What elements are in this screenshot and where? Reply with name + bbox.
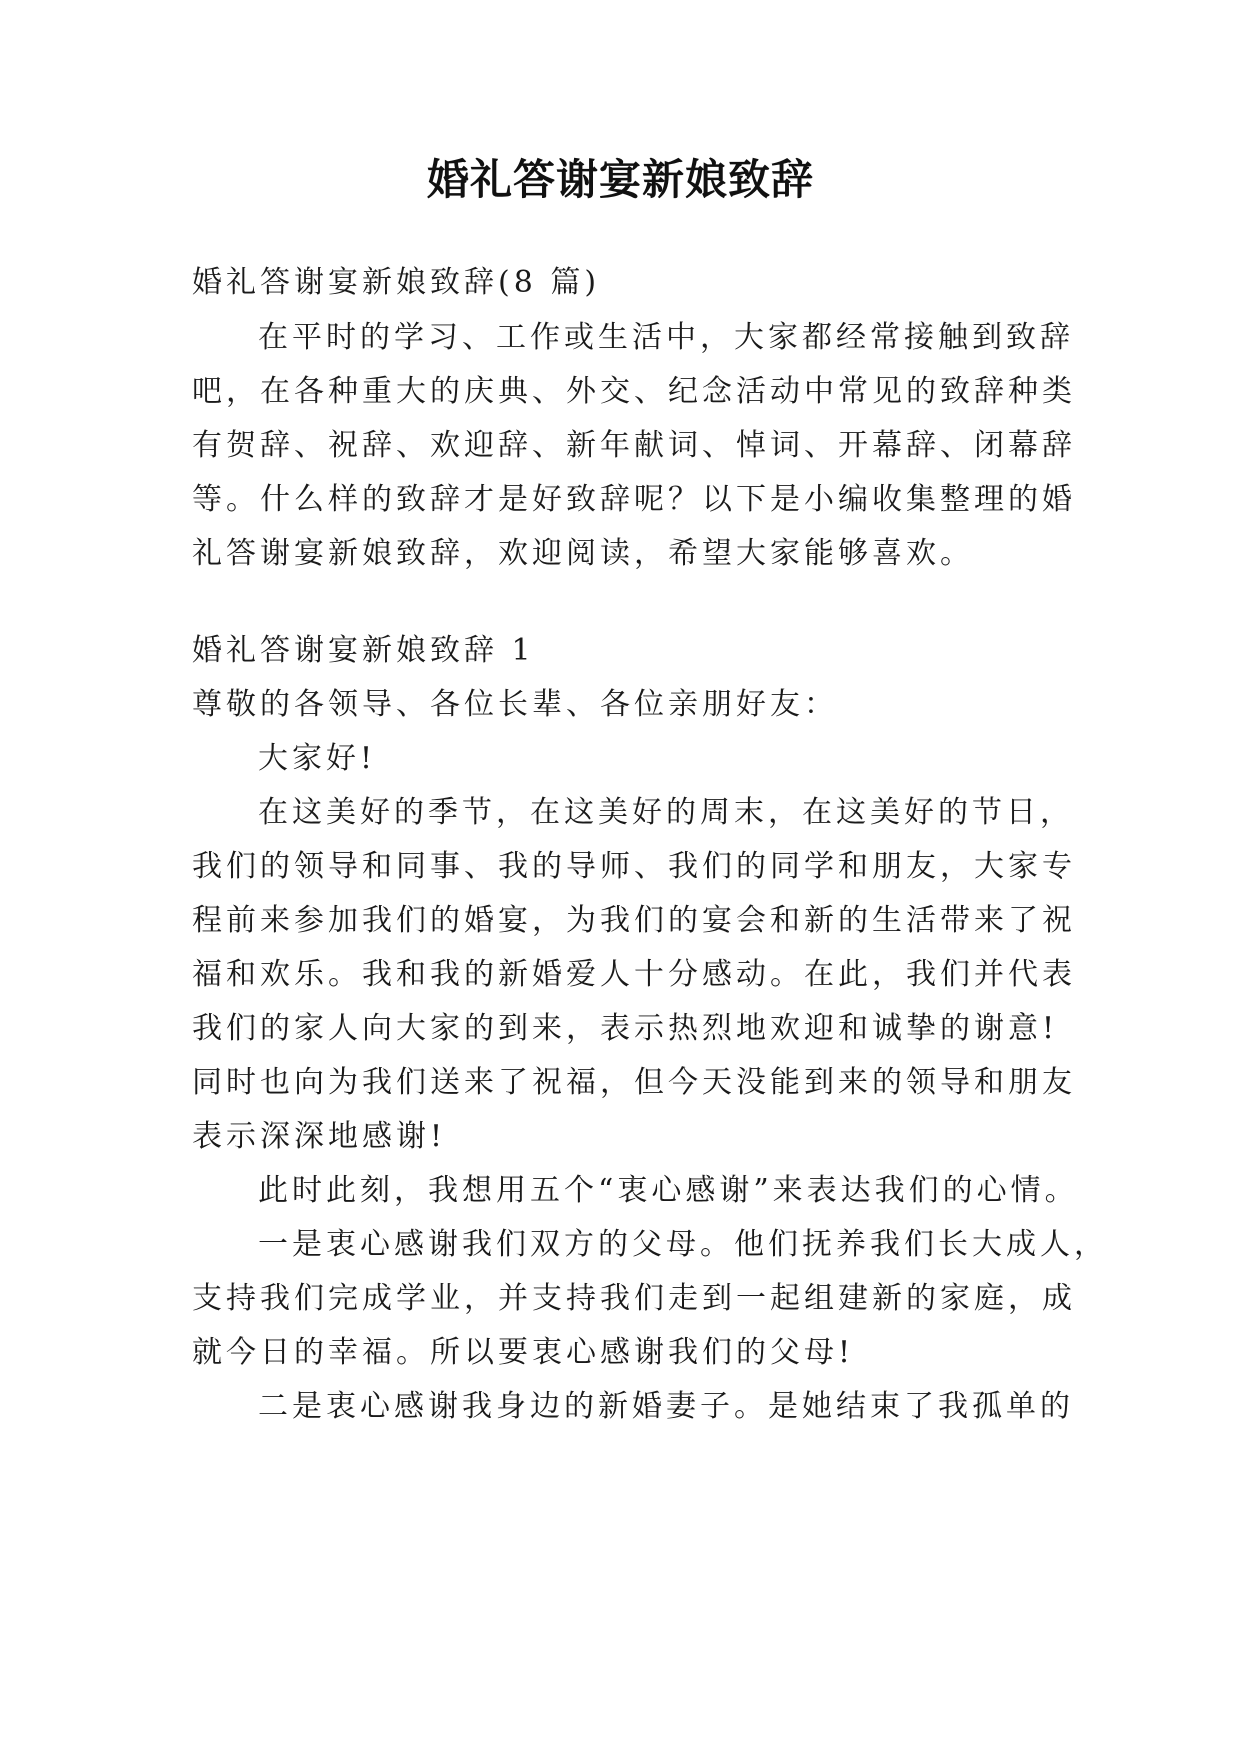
paragraph-line: 在平时的学习、工作或生活中，大家都经常接触到致辞: [258, 320, 1074, 355]
paragraph-line: 我们的家人向大家的到来，表示热烈地欢迎和诚挚的谢意!: [192, 1011, 1059, 1046]
paragraph-line: 一是衷心感谢我们双方的父母。他们抚养我们长大成人，: [258, 1227, 1108, 1262]
document-title: 婚礼答谢宴新娘致辞: [426, 155, 814, 204]
greeting-line: 大家好!: [258, 741, 377, 776]
paragraph-line: 在这美好的季节，在这美好的周末，在这美好的节日，: [258, 795, 1074, 830]
salutation-line: 尊敬的各领导、各位长辈、各位亲朋好友：: [192, 687, 838, 722]
paragraph-line: 就今日的幸福。所以要衷心感谢我们的父母!: [192, 1335, 855, 1370]
paragraph-line: 福和欢乐。我和我的新婚爱人十分感动。在此，我们并代表: [192, 957, 1076, 992]
paragraph-line: 等。什么样的致辞才是好致辞呢？以下是小编收集整理的婚: [192, 482, 1076, 517]
paragraph-line: 此时此刻，我想用五个“衷心感谢”来表达我们的心情。: [258, 1173, 1079, 1208]
subtitle-line: 婚礼答谢宴新娘致辞(8 篇): [192, 265, 601, 300]
paragraph-line: 有贺辞、祝辞、欢迎辞、新年献词、悼词、开幕辞、闭幕辞: [192, 428, 1076, 463]
paragraph-line: 表示深深地感谢!: [192, 1119, 447, 1154]
section-heading: 婚礼答谢宴新娘致辞 1: [192, 633, 535, 668]
paragraph-line: 我们的领导和同事、我的导师、我们的同学和朋友，大家专: [192, 849, 1076, 884]
paragraph-line: 同时也向为我们送来了祝福，但今天没能到来的领导和朋友: [192, 1065, 1076, 1100]
paragraph-line: 礼答谢宴新娘致辞，欢迎阅读，希望大家能够喜欢。: [192, 536, 974, 571]
paragraph-line: 吧，在各种重大的庆典、外交、纪念活动中常见的致辞种类: [192, 374, 1076, 409]
paragraph-line: 程前来参加我们的婚宴，为我们的宴会和新的生活带来了祝: [192, 903, 1076, 938]
paragraph-line: 支持我们完成学业，并支持我们走到一起组建新的家庭，成: [192, 1281, 1076, 1316]
paragraph-line: 二是衷心感谢我身边的新婚妻子。是她结束了我孤单的: [258, 1389, 1074, 1424]
